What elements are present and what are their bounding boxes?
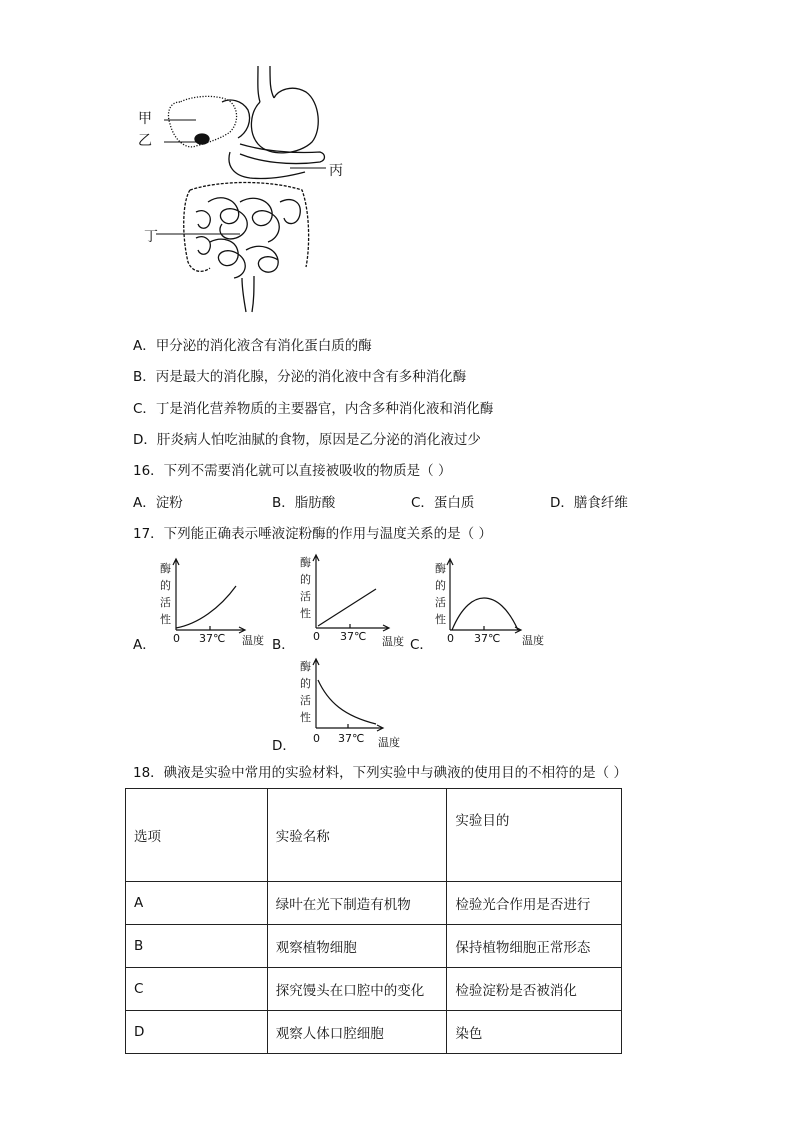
q15-option-b: B．丙是最大的消化腺，分泌的消化液中含有多种消化酶 [133,369,467,385]
tick-label: 37℃ [199,632,226,645]
ylabel-char: 的 [435,579,446,592]
xlabel: 温度 [242,634,264,647]
table-cell: D [126,1011,268,1054]
ylabel-char: 活 [300,694,311,707]
ylabel-char: 性 [300,711,311,724]
origin-label: 0 [173,632,180,645]
ylabel-char: 性 [300,607,311,620]
label-ding: 丁 [144,229,158,245]
table-cell: C [126,968,268,1011]
q17-stem: 17．下列能正确表示唾液淀粉酶的作用与温度关系的是（ ） [133,526,492,542]
q18-table [125,788,622,1054]
digestive-system-figure [130,62,360,324]
q15-option-a: A．甲分泌的消化液含有消化蛋白质的酶 [133,338,372,354]
q16-option-a: A．淀粉 [133,495,183,511]
q17-graph-d [298,656,410,752]
q17-graph-a [158,556,270,652]
digestive-system-drawing [130,62,360,324]
table-cell: B [126,925,268,968]
origin-label: 0 [313,732,320,745]
table-cell: 检验光合作用是否进行 [447,882,622,925]
tick-label: 37℃ [474,632,501,645]
ylabel-char: 活 [160,596,171,609]
q17-curve-a [176,586,236,628]
label-bing: 丙 [329,163,343,179]
table-row [126,882,622,925]
tick-label: 37℃ [340,630,367,643]
table-row [126,925,622,968]
header-cell: 选项 [126,789,268,882]
label-yi: 乙 [138,133,152,149]
q17-graph-c [434,556,548,652]
origin-label: 0 [313,630,320,643]
q17-option-c-label: C． [410,637,433,653]
q18-stem: 18．碘液是实验中常用的实验材料，下列实验中与碘液的使用目的不相符的是（ ） [133,765,627,781]
q17-option-a-label: A． [133,637,156,653]
xlabel: 温度 [522,634,544,647]
ylabel-char: 酶 [300,660,311,673]
q17-curve-d [318,680,376,724]
label-jia: 甲 [138,111,152,127]
xlabel: 温度 [378,736,400,749]
origin-label: 0 [447,632,454,645]
q16-option-c: C．蛋白质 [411,495,475,511]
table-cell: 探究馒头在口腔中的变化 [267,968,447,1011]
table-cell: 染色 [447,1011,622,1054]
ylabel-char: 性 [435,613,446,626]
ylabel-char: 活 [300,590,311,603]
table-cell: 保持植物细胞正常形态 [447,925,622,968]
q16-stem: 16．下列不需要消化就可以直接被吸收的物质是（ ） [133,463,452,479]
ylabel-char: 酶 [300,556,311,569]
table-cell: 检验淀粉是否被消化 [447,968,622,1011]
ylabel-char: 的 [300,677,311,690]
table-row [126,968,622,1011]
ylabel-char: 活 [435,596,446,609]
ylabel-char: 酶 [435,562,446,575]
xlabel: 温度 [382,635,404,648]
header-cell: 实验名称 [267,789,447,882]
table-row [126,1011,622,1054]
q16-option-b: B．脂肪酸 [272,495,336,511]
table-header-row [126,789,622,882]
ylabel-char: 性 [160,613,171,626]
ylabel-char: 的 [160,579,171,592]
q15-option-d: D．肝炎病人怕吃油腻的食物，原因是乙分泌的消化液过少 [133,432,481,448]
q17-graph-b [298,552,410,652]
tick-label: 37℃ [338,732,365,745]
table-cell: A [126,882,268,925]
q17-option-b-label: B． [272,637,295,653]
ylabel-char: 酶 [160,562,171,575]
table-cell: 观察植物细胞 [267,925,447,968]
q15-option-c: C．丁是消化营养物质的主要器官，内含多种消化液和消化酶 [133,401,494,417]
table-cell: 绿叶在光下制造有机物 [267,882,447,925]
table-cell: 观察人体口腔细胞 [267,1011,447,1054]
q17-curve-b [318,589,376,626]
q16-option-d: D．膳食纤维 [550,495,628,511]
ylabel-char: 的 [300,573,311,586]
header-cell: 实验目的 [447,789,622,882]
q17-option-d-label: D． [272,738,296,754]
q17-curve-c [452,598,518,630]
